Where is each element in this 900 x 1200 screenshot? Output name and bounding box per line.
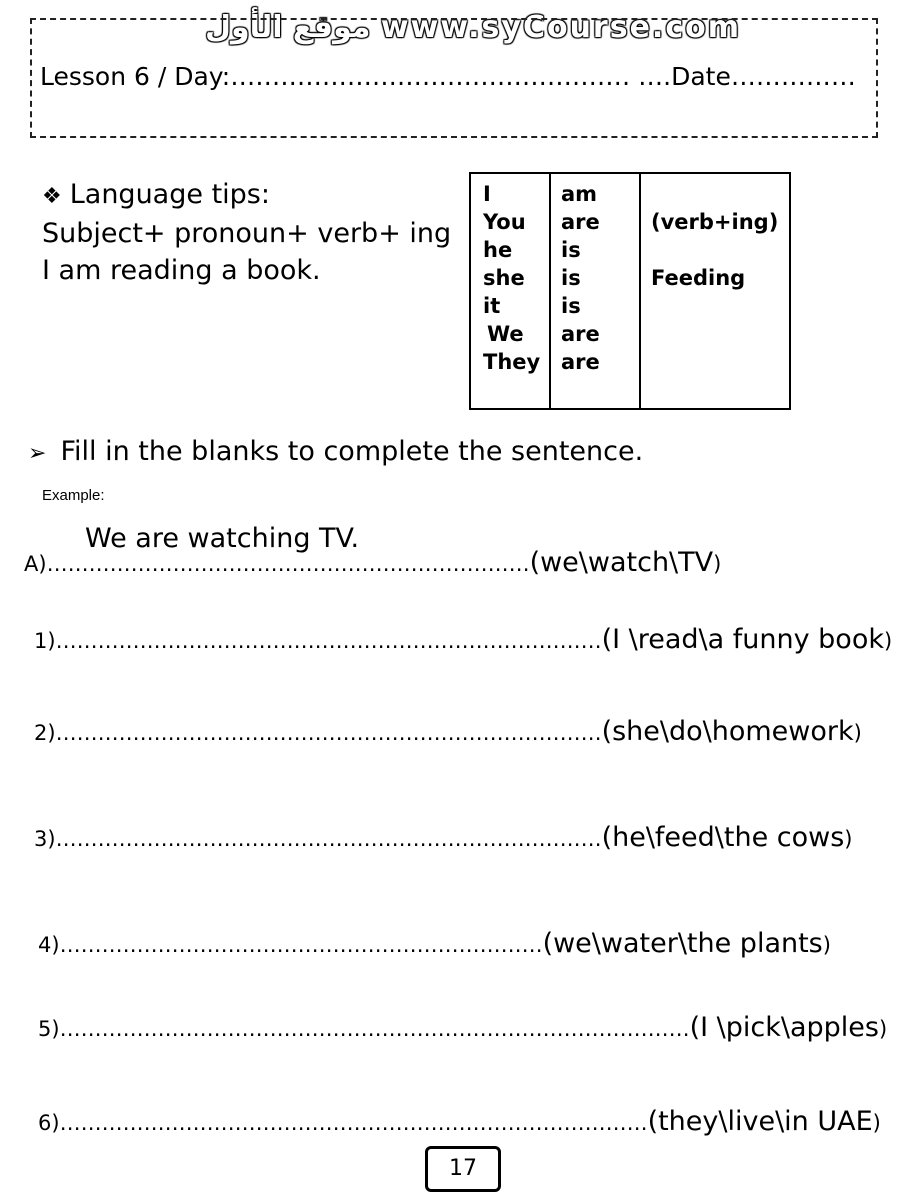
exercise-item <box>38 1106 881 1137</box>
pronoun-cell: We <box>487 322 524 346</box>
answer-blank[interactable]: …………………………………………………………………… <box>55 629 602 653</box>
verb-column <box>551 174 641 408</box>
exercise-item <box>38 928 831 959</box>
verb-ing-note: (verb+ing) <box>651 210 779 234</box>
item-hint-close: ) <box>713 552 722 576</box>
pronoun-cell: it <box>483 294 501 318</box>
item-hint-close: ) <box>872 1111 881 1135</box>
tips-example: I am reading a book. <box>42 255 321 286</box>
verb-cell: are <box>561 210 600 234</box>
answer-blank[interactable]: …………………………………………………………………… <box>55 827 602 851</box>
answer-blank[interactable]: …………………………………………………………… <box>59 933 543 957</box>
item-hint-close: ) <box>822 933 831 957</box>
item-hint: (I \read\a funny book <box>601 624 884 655</box>
verb-cell: is <box>561 266 581 290</box>
instruction-text: Fill in the blanks to complete the sentence. <box>60 436 644 467</box>
item-hint: (she\do\homework <box>601 716 854 747</box>
page-number: 17 <box>425 1146 501 1192</box>
item-number: 6) <box>38 1111 60 1135</box>
exercise-item <box>34 624 892 655</box>
pronoun-cell: she <box>483 266 525 290</box>
verb-cell: am <box>561 182 598 206</box>
verb-cell: are <box>561 322 600 346</box>
item-hint: (he\feed\the cows <box>601 822 845 853</box>
item-number: 4) <box>38 933 60 957</box>
tips-formula: Subject+ pronoun+ verb+ ing <box>42 218 452 249</box>
exercise-item <box>38 1012 887 1043</box>
exercise-item <box>34 822 853 853</box>
pronoun-cell: They <box>483 350 541 374</box>
exercise-item <box>24 547 721 578</box>
item-number: 5) <box>38 1017 60 1041</box>
diamond-bullet-icon: ❖ <box>42 184 62 209</box>
answer-blank[interactable]: …………………………………………………………… <box>46 552 530 576</box>
item-hint: (we\water\the plants <box>542 928 823 959</box>
pronoun-cell: he <box>483 238 513 262</box>
item-number: 1) <box>34 629 56 653</box>
verb-cell: are <box>561 350 600 374</box>
answer-blank[interactable]: ………………………………………………………………………… <box>59 1111 648 1135</box>
item-hint-close: ) <box>853 721 862 745</box>
item-hint-close: ) <box>844 827 853 851</box>
item-hint: (we\watch\TV <box>529 547 714 578</box>
verb-ing-example: Feeding <box>651 266 746 290</box>
pronoun-cell: I <box>483 182 491 206</box>
verb-cell: is <box>561 238 581 262</box>
lesson-date-line: Lesson 6 / Day:………………………………………… ….Date…………… <box>40 62 856 91</box>
note-column <box>641 174 789 408</box>
item-number: 3) <box>34 827 56 851</box>
answer-blank[interactable]: ……………………………………………………………………………… <box>59 1017 690 1041</box>
pronoun-cell: You <box>483 210 526 234</box>
exercise-instruction <box>28 436 643 467</box>
pronoun-column <box>471 174 551 408</box>
conjugation-table <box>469 172 791 410</box>
language-tips <box>42 176 451 289</box>
watermark-text: موقع الأول www.syCourse.com <box>205 10 741 45</box>
example-label: Example: <box>42 487 105 504</box>
item-hint-close: ) <box>878 1017 888 1041</box>
answer-blank[interactable]: …………………………………………………………………… <box>55 721 602 745</box>
item-hint-close: ) <box>883 629 893 653</box>
item-number: 2) <box>34 721 56 745</box>
arrow-bullet-icon: ➢ <box>28 441 47 466</box>
example-answer: We are watching TV. <box>85 523 360 554</box>
tips-title: Language tips: <box>69 179 270 210</box>
item-number: A) <box>24 552 47 576</box>
exercise-item <box>34 716 862 747</box>
item-hint: (they\live\in UAE <box>647 1106 873 1137</box>
item-hint: (I \pick\apples <box>689 1012 879 1043</box>
verb-cell: is <box>561 294 581 318</box>
